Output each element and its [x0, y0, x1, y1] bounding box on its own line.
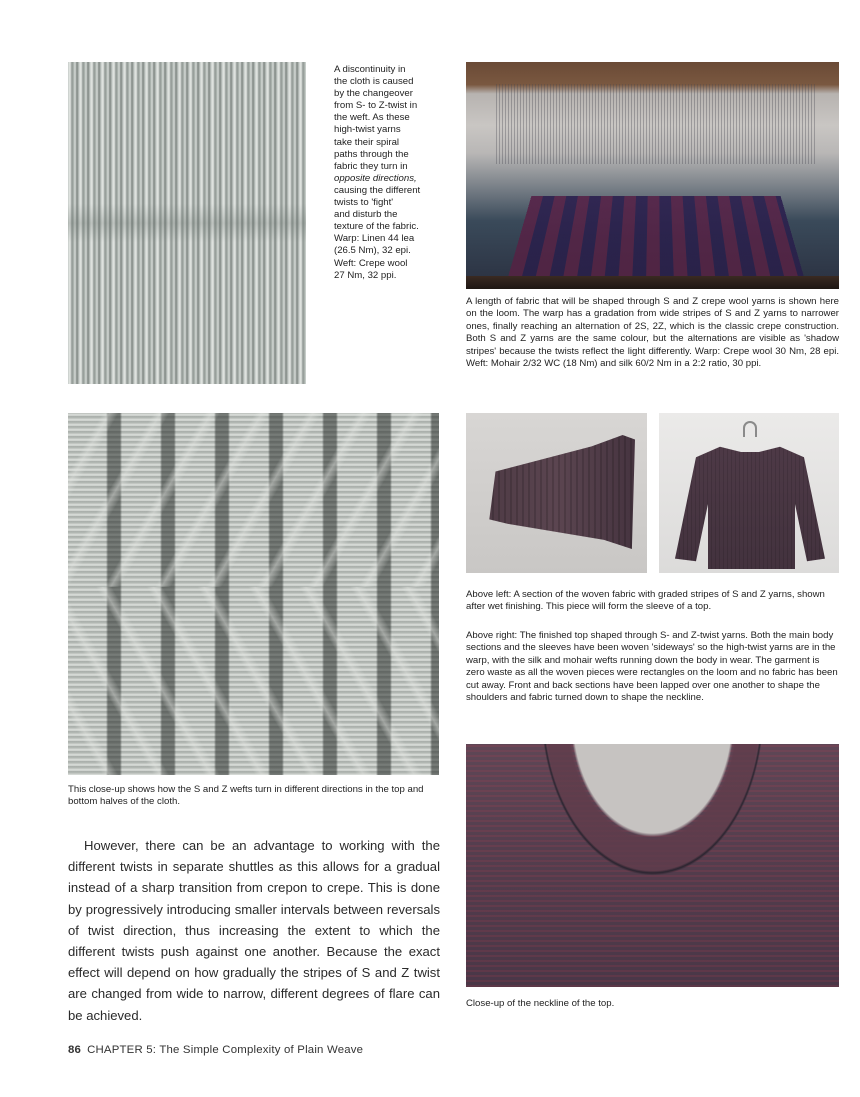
chapter-title: CHAPTER 5: The Simple Complexity of Plain Weave: [87, 1044, 364, 1056]
caption-line: Warp: Linen 44 lea: [334, 233, 415, 245]
hanger-hook: [743, 421, 757, 437]
caption-above-left: Above left: A section of the woven fabric with graded stripes of S and Z yarns, shown after wet finishing. This piece will form the sleeve of a top.: [466, 589, 825, 613]
caption-line: by the changeover: [334, 88, 413, 100]
neckline-seam: [466, 744, 839, 987]
caption-line: high-twist yarns: [334, 124, 401, 136]
caption-line: paths through the: [334, 148, 409, 160]
neckline-closeup-photo: [466, 744, 839, 987]
caption-line: the cloth is caused: [334, 76, 414, 88]
caption-line: (26.5 Nm), 32 epi.: [334, 245, 411, 257]
caption-line: take their spiral: [334, 136, 400, 148]
finished-top-photo: [659, 413, 839, 573]
caption-line: A discontinuity in: [334, 64, 406, 75]
caption-line: 27 Nm, 32 ppi.: [334, 269, 397, 281]
caption-line: opposite directions,: [334, 172, 417, 184]
page-number: 86: [68, 1044, 82, 1056]
caption-line: causing the different: [334, 184, 421, 196]
body-paragraph: However, there can be an advantage to working with the different twists in separate shuttles as this allows for a gradual instead of a sharp transition from crepon to crepe. This is done by progressively introducing smaller intervals between reversals of twist direction, thus increasing the extent to which the different twists push against one another. Because the exact effect will depend on how gradually the stripes of S and Z twist are changed from wide to narrow, different degrees of flare can be achieved.: [68, 838, 440, 1023]
page-footer: [68, 1044, 363, 1056]
caption-line: fabric they turn in: [334, 160, 408, 172]
top-garment: [675, 439, 825, 569]
loom-warp-threads: [496, 84, 816, 164]
caption-loom: A length of fabric that will be shaped through S and Z crepe wool yarns is shown here on the loom. The warp has a gradation from wide stripes of S and Z yarns to narrower ones, finally reaching an alternation of 2S, 2Z, which is the classic crepe construction. Both S and Z yarns are the same colour, but the alternations are visible as 'shadow stripes' because the twists reflect the light differently. Warp: Crepe wool 30 Nm, 28 epi. Weft: Mohair 2/32 WC (18 Nm) and silk 60/2 Nm in a 2:2 ratio, 30 ppi.: [466, 296, 839, 370]
caption-line: the weft. As these: [334, 112, 410, 124]
caption-line: texture of the fabric.: [334, 221, 419, 233]
caption-line: twists to 'fight': [334, 197, 394, 209]
sleeve-section-photo: [466, 413, 647, 573]
loom-fabric-photo: [466, 62, 839, 289]
s-z-weft-closeup-photo: [68, 413, 439, 775]
caption-neckline: Close-up of the neckline of the top.: [466, 998, 615, 1009]
loom-woven-cloth: [506, 196, 806, 284]
caption-above-right: Above right: The finished top shaped through S- and Z-twist yarns. Both the main body sections and the sleeves have been woven 'sideways' so the high-twist yarns are in the warp, with the silk and mohair wefts running down the body in wear. The garment is zero waste as all the woven pieces were rectangles on the loom and no fabric has been cut away. Front and back sections have been lapped over one another to shape the shoulders and fabric turned down to shape the neckline.: [466, 630, 838, 704]
sleeve-fabric: [480, 435, 635, 549]
caption-line: from S- to Z-twist in: [334, 100, 418, 112]
caption-line: Weft: Crepe wool: [334, 257, 408, 269]
linen-crepe-discontinuity-photo: [68, 62, 306, 384]
caption-discontinuity: [334, 64, 454, 282]
caption-line: and disturb the: [334, 209, 398, 221]
loom-beam: [466, 276, 839, 289]
caption-closeup: This close-up shows how the S and Z wefts turn in different directions in the top and bottom halves of the cloth.: [68, 784, 424, 808]
